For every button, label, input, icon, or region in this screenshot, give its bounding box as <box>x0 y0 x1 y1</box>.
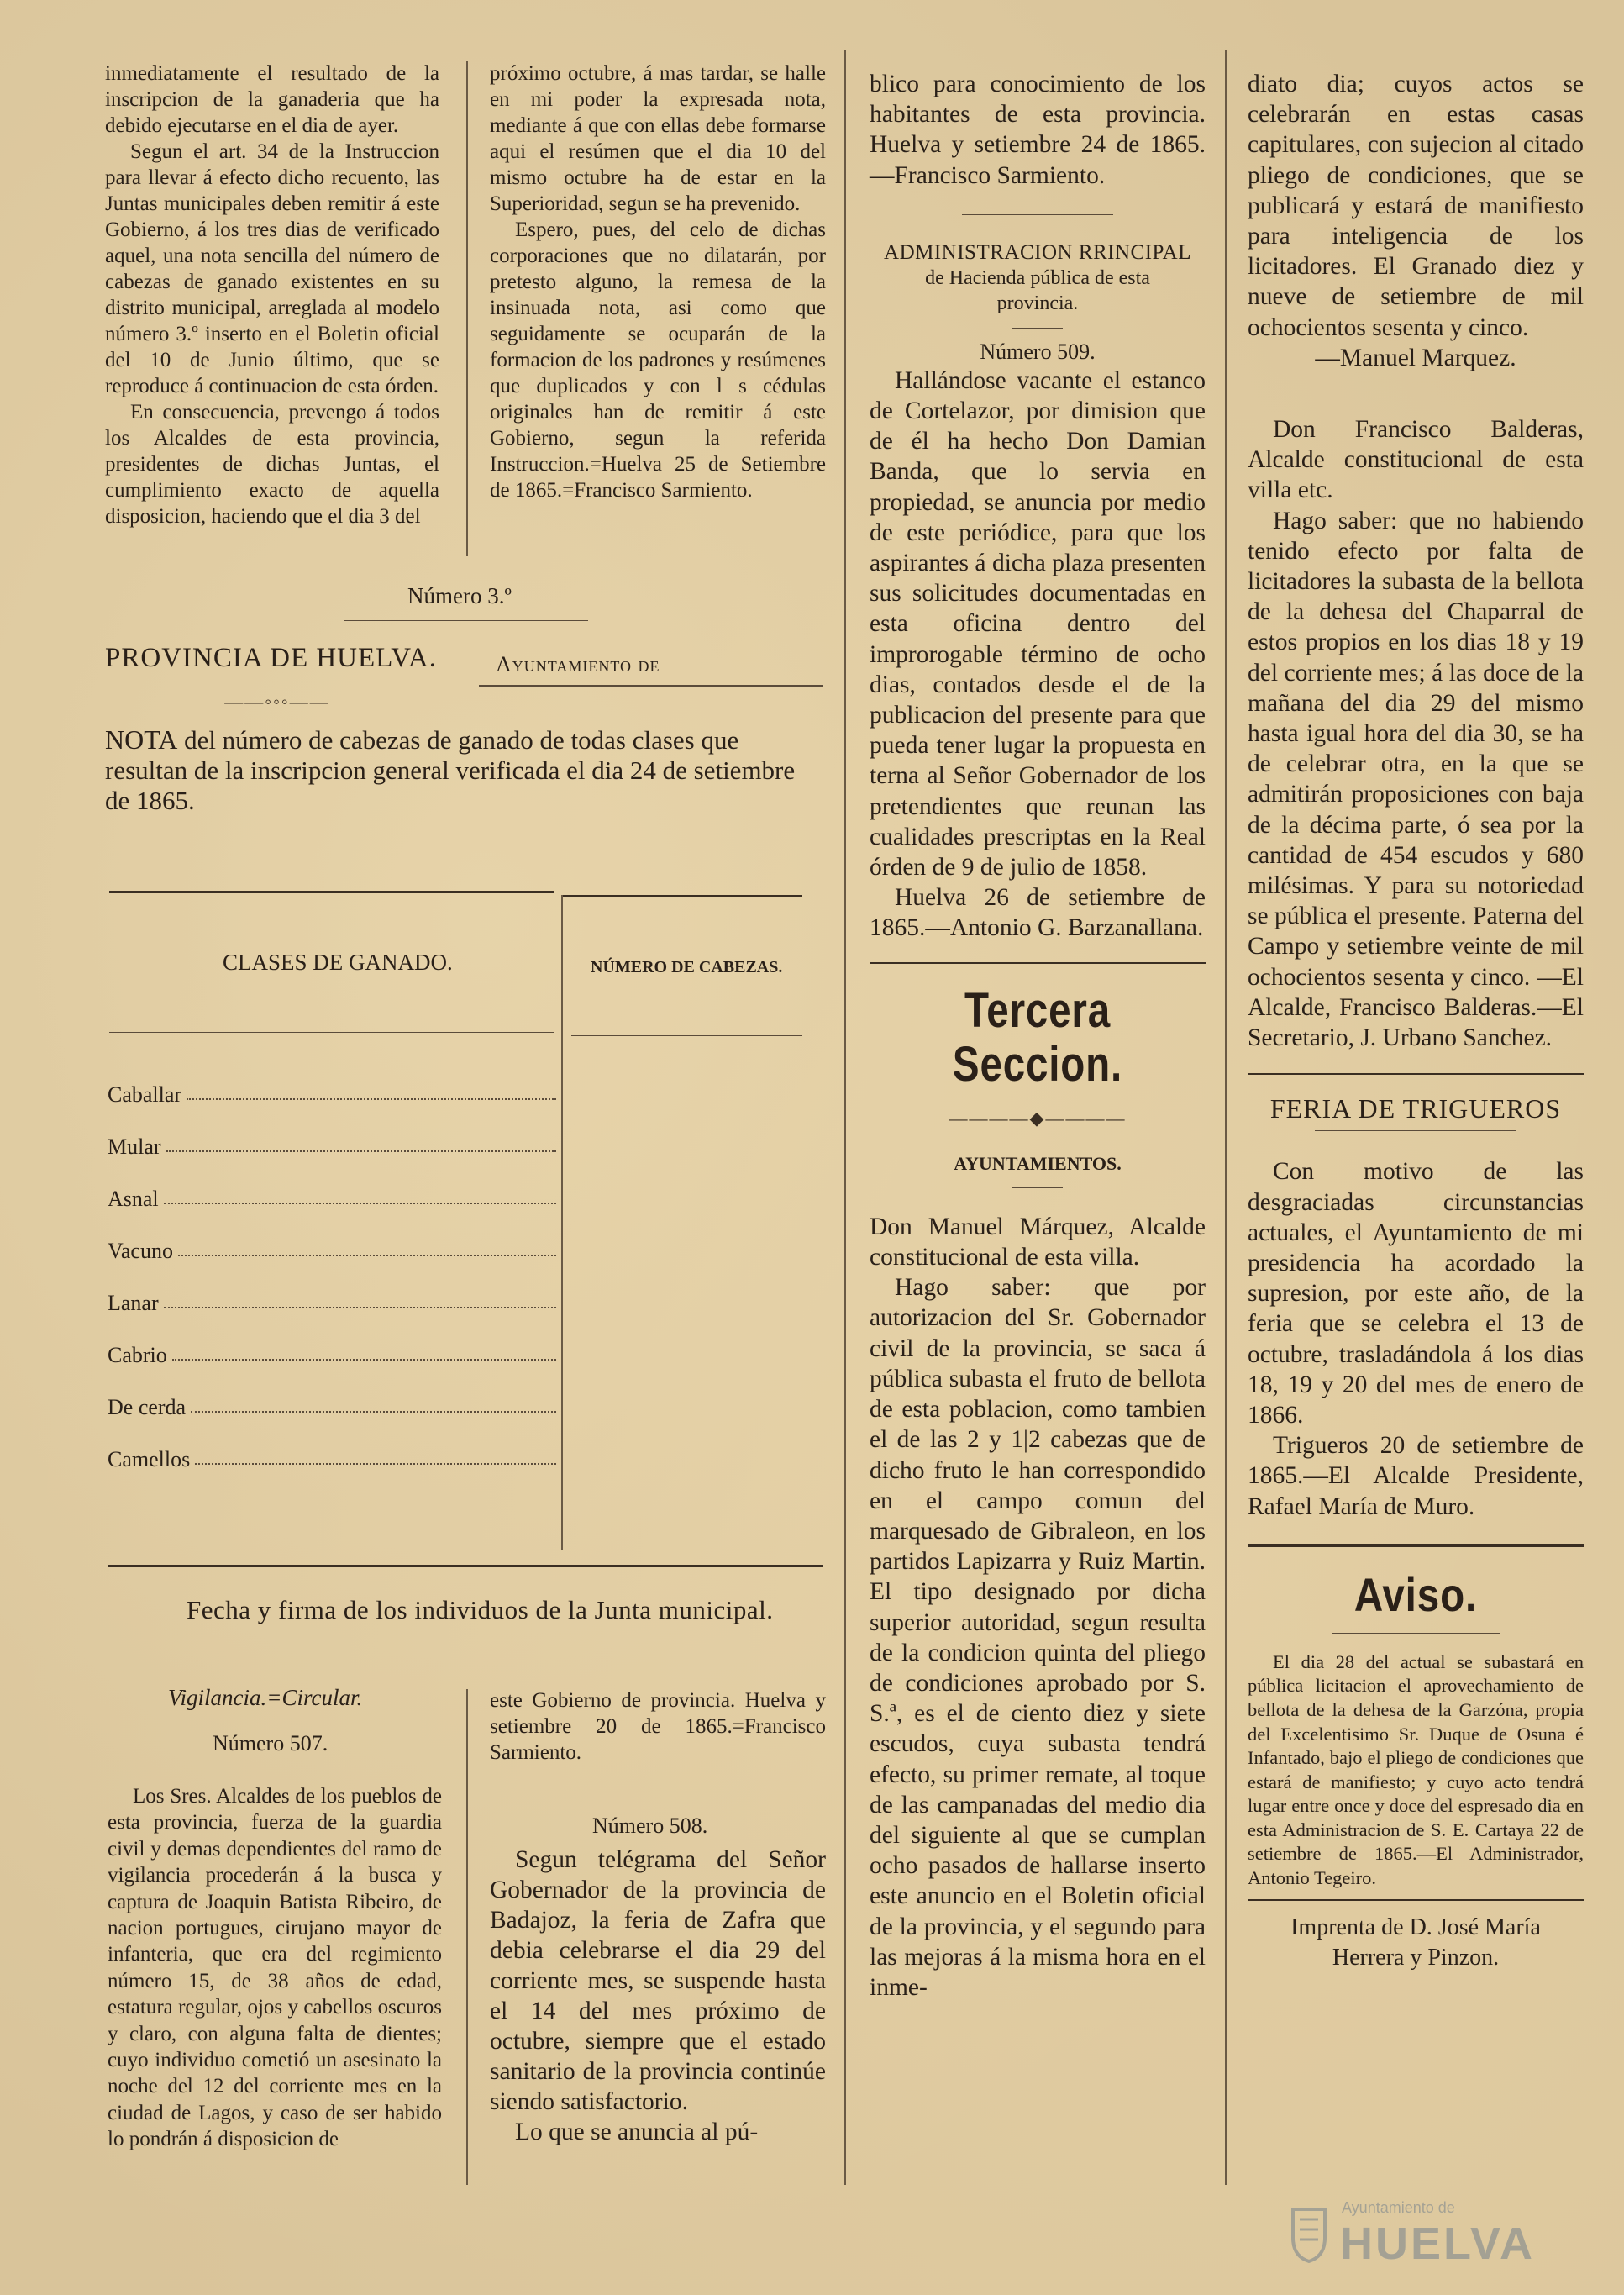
imprenta: Imprenta de D. José María Herrera y Pinzon. <box>1290 1913 1541 1971</box>
livestock-class-label: Mular <box>108 1134 161 1159</box>
feria-title: FERIA DE TRIGUEROS <box>1269 1093 1562 1124</box>
paragraph: En consecuencia, prevengo á todos los Alcaldes de esta provincia, presidentes de dichas Juntas, el cumplimiento exacto de aquella disposicion, haciendo que el dia 3 del <box>105 401 439 528</box>
ornament: ————◆———— <box>949 1107 1127 1129</box>
crest-icon <box>1290 2204 1328 2263</box>
divider <box>1012 328 1063 329</box>
ornament: ——◦◦◦—— <box>224 691 330 712</box>
dot-leader <box>172 1359 556 1361</box>
nota-text: del número de cabezas de ganado de todas clases que resultan de la inscripcion general verificada el dia 24 de setiembre de 1865. <box>105 725 796 815</box>
paragraph: Hago saber: que no habiendo tenido efecto por falta de licitadores la subasta de la bellota de la dehesa del Chaparral de estos propios en los dias 18 y 19 del corriente mes; á las doce de la mañana del dia 29 del mismo hasta igual hora del dia 30, se ha de celebrar otra, en la que se admitirán proposiciones con baja de la décima parte, ó sea por la cantidad de 454 escudos y 680 milésimas. Y para su notoriedad se pública el presente. Paterna del Campo y setiembre veinte de mil ochocientos sesenta y cinco. —El Alcalde, Francisco Balderas.—El Secretario, J. Urbano Sanchez. <box>1248 507 1584 1052</box>
table-column-divider <box>561 895 563 1550</box>
dot-leader <box>195 1463 556 1465</box>
paragraph: Hallándose vacante el estanco de Cortelazor, por dimision que de él ha hecho Don Damian Banda, que lo servia en propiedad, se anuncia por medio de este periódice, para que los aspirantes á dicha plaza presenten sus solicitudes documentadas en esta oficina dentro del improrogable término de ocho dias, contados desde el de la publicacion del presente para que pueda tener lugar la propuesta en terna al Señor Gobernador de los pretendientes que reunan las cualidades prescriptas en la Real órden de 9 de julio de 1858. <box>870 366 1206 882</box>
table-footer: Fecha y firma de los individuos de la Junta municipal. <box>187 1595 774 1624</box>
n509-number: Número 509. <box>980 339 1096 364</box>
table-row <box>108 1395 561 1420</box>
huelva-logo <box>1290 2189 1567 2273</box>
table-bottom-rule <box>108 1565 823 1567</box>
paragraph: Con motivo de las desgraciadas circunstancias actuales, el Ayuntamiento de mi presidencia ha acordado la supresion, por este año, de la feria que se celebra el 13 de octubre, trasladándola á los dias 18, 19 y 20 del mes de enero de 1866. <box>1248 1158 1584 1429</box>
column-rule-1 <box>466 61 468 556</box>
ayuntamiento-line <box>479 685 823 687</box>
livestock-class-label: Asnal <box>108 1187 159 1211</box>
column-rule-3 <box>1225 50 1227 2185</box>
livestock-class-label: Cabrio <box>108 1343 167 1367</box>
paragraph: blico para conocimiento de los habitantes de esta provincia. Huelva y setiembre 24 de 1865.—Francisco Sarmiento. <box>870 71 1206 189</box>
paragraph: Huelva 26 de setiembre de 1865.—Antonio G. Barzanallana. <box>870 884 1206 942</box>
col-header-clases: CLASES DE GANADO. <box>223 950 453 975</box>
table-row <box>108 1291 561 1316</box>
watermark-line2: HUELVA <box>1340 2219 1535 2269</box>
column-rule-4 <box>466 1689 468 2185</box>
paragraph: Lo que se anuncia al pú- <box>515 2119 759 2145</box>
dot-leader <box>187 1098 556 1100</box>
livestock-class-label: Lanar <box>108 1291 159 1315</box>
livestock-class-label: Caballar <box>108 1082 182 1107</box>
ayuntamientos-heading: AYUNTAMIENTOS. <box>954 1152 1122 1174</box>
paragraph: Segun el art. 34 de la Instruccion para llevar á efecto dicho recuento, las Juntas municipales deben remitir á este Gobierno, á los tres dias de verificado aquel, una nota sencilla del número de cabezas de ganado existentes en su distrito municipal, arreglada al modelo número 3.º inserto en el Boletin oficial del 10 de Junio último, que se reproduce á continuacion de esta órden. <box>105 140 439 397</box>
vigilancia-end <box>490 1687 826 1766</box>
province-heading: PROVINCIA DE HUELVA. <box>105 643 437 673</box>
dot-leader <box>191 1411 556 1413</box>
table-row <box>108 1239 561 1264</box>
table-row <box>108 1187 561 1212</box>
paragraph: diato dia; cuyos actos se celebrarán en estas casas capitulares, con sujecion al citado pliego de condiciones, que se publicará y estará de manifiesto para inteligencia de los licitadores. El Granado diez y nueve de setiembre de mil ochocientos sesenta y cinco. <box>1248 71 1584 341</box>
form-number: Número 3.º <box>407 583 512 608</box>
table-row <box>108 1447 561 1472</box>
dot-leader <box>166 1150 556 1152</box>
column-1-top <box>105 61 439 529</box>
vigilancia-number: Número 507. <box>213 1731 328 1755</box>
section-rule <box>870 962 1206 964</box>
divider <box>1332 1633 1500 1634</box>
nota-lead: NOTA <box>105 724 178 755</box>
table-top-rule <box>109 891 554 893</box>
section-rule <box>1248 1899 1584 1901</box>
divider <box>962 214 1113 215</box>
admin-title: ADMINISTRACION RRINCIPAL <box>884 240 1191 264</box>
ayuntamiento-heading: Ayuntamiento de <box>496 652 660 676</box>
divider <box>1012 1187 1063 1188</box>
divider <box>1315 1130 1516 1131</box>
nota-block <box>105 724 823 816</box>
paragraph: Espero, pues, del celo de dichas corporaciones que no dilatarán, por pretesto alguno, la remesa de la insinuada nota, asi como que seguidamente se ocuparán de la formacion de los padrones y resúmenes que duplicados y con l s cédulas originales han de remitir á este Gobierno, segun la referida Instruccion.=Huelva 25 de Setiembre de 1865.=Francisco Sarmiento. <box>490 218 826 502</box>
column-rule-2 <box>844 50 846 2185</box>
section-rule <box>1248 1544 1584 1547</box>
table-row <box>108 1082 561 1108</box>
livestock-class-label: Camellos <box>108 1447 191 1471</box>
divider <box>344 620 588 621</box>
paragraph: Don Francisco Balderas, Alcalde constitucional de esta villa etc. <box>1248 416 1584 504</box>
paragraph: El dia 28 del actual se subastará en pública licitacion el aprovechamiento de bellota de la dehesa de la Garzóna, propia del Excelentisimo Sr. Duque de Osuna é Infantado, bajo el pliego de condiciones que estará de manifiesto; y cuyo acto tendrá lugar entre once y doce del espresado dia en esta Administracion de S. E. Cartaya 22 de setiembre de 1865.—El Administrador, Antonio Tegeiro. <box>1248 1650 1584 1889</box>
column-2-top <box>490 61 826 503</box>
n508-number: Número 508. <box>592 1813 708 1838</box>
signature: —Manuel Marquez. <box>1315 344 1516 371</box>
paragraph: Los Sres. Alcaldes de los pueblos de esta provincia, fuerza de la guardia civil y demas dependientes del ramo de vigilancia procederán á la busca y captura de Joaquin Batista Ribeiro, de nacion portugues, cirujano mayor de infanteria, que era del regimiento número 15, de 38 años de edad, estatura regular, ojos y cabellos oscuros y claro, con alguna falta de dientes; cuyo individuo cometió un asesinato la noche del 12 del corriente mes en la ciudad de Lagos, y caso de ser habido lo pondrán á disposicion de <box>108 1785 442 2151</box>
table-top-rule-right <box>563 895 802 897</box>
header-rule-right <box>571 1035 802 1036</box>
paragraph: próximo octubre, á mas tardar, se halle en mi poder la expresada nota, mediante á que con ellas debe formarse aqui el resúmen que el dia 10 del mismo octubre ha de estar en la Superioridad, segun se ha prevenido. <box>490 62 826 215</box>
table-row <box>108 1134 561 1160</box>
livestock-class-label: De cerda <box>108 1395 187 1419</box>
column-3 <box>870 69 1206 2003</box>
paragraph: Trigueros 20 de setiembre de 1865.—El Alcalde Presidente, Rafael María de Muro. <box>1248 1432 1584 1520</box>
paragraph: Segun telégrama del Señor Gobernador de la provincia de Badajoz, la feria de Zafra que debia celebrarse el dia 29 del corriente mes, se suspende hasta el 14 del mes próximo de octubre, siempre que el estado sanitario de la provincia continúe siendo satisfactorio. <box>490 1846 826 2115</box>
paragraph: inmediatamente el resultado de la inscripcion de la ganaderia que ha debido ejecutarse en el dia de ayer. <box>105 62 439 137</box>
column-4 <box>1248 69 1584 1973</box>
header-rule <box>109 1032 554 1033</box>
n508-body <box>490 1845 826 2147</box>
vigilancia-heading: Vigilancia.=Circular. <box>168 1685 363 1710</box>
paragraph: Don Manuel Márquez, Alcalde constitucional de esta villa. <box>870 1213 1206 1271</box>
watermark-line1: Ayuntamiento de <box>1342 2199 1455 2216</box>
table-row <box>108 1343 561 1368</box>
dot-leader <box>164 1307 556 1308</box>
dot-leader <box>164 1203 556 1204</box>
vigilancia-body <box>108 1783 442 2153</box>
col-header-numero: NÚMERO DE CABEZAS. <box>591 958 783 976</box>
dot-leader <box>178 1255 556 1256</box>
tercera-seccion-title: Tercera Seccion. <box>952 982 1123 1092</box>
paragraph: este Gobierno de provincia. Huelva y setiembre 20 de 1865.=Francisco Sarmiento. <box>490 1689 826 1764</box>
admin-subtitle: de Hacienda pública de esta provincia. <box>925 266 1150 314</box>
section-rule <box>1248 1073 1584 1075</box>
aviso-title: Aviso. <box>1353 1567 1478 1621</box>
livestock-class-label: Vacuno <box>108 1239 173 1263</box>
paragraph: Hago saber: que por autorizacion del Sr. Gobernador civil de la provincia, se saca á pública subasta el fruto de bellota de esta poblacion, como tambien el de las 2 y 1|2 cabezas que de dicho fruto le han correspondido en el campo comun del marquesado de Gibraleon, en los partidos Lapizarra y Ruiz Martin. El tipo designado por dicha superior autoridad, segun resulta de la condicion quinta del pliego de condiciones aprobado por S. S.ª, es el de ciento diez y siete escudos, cuya subasta tendrá efecto, su primer remate, al toque de las campanadas del medio dia del siguiente al que se cumplan ocho pasados de hallarse inserto este anuncio en el Boletin oficial de la provincia, y el segundo para las mejoras á la misma hora en el inme- <box>870 1274 1206 2001</box>
